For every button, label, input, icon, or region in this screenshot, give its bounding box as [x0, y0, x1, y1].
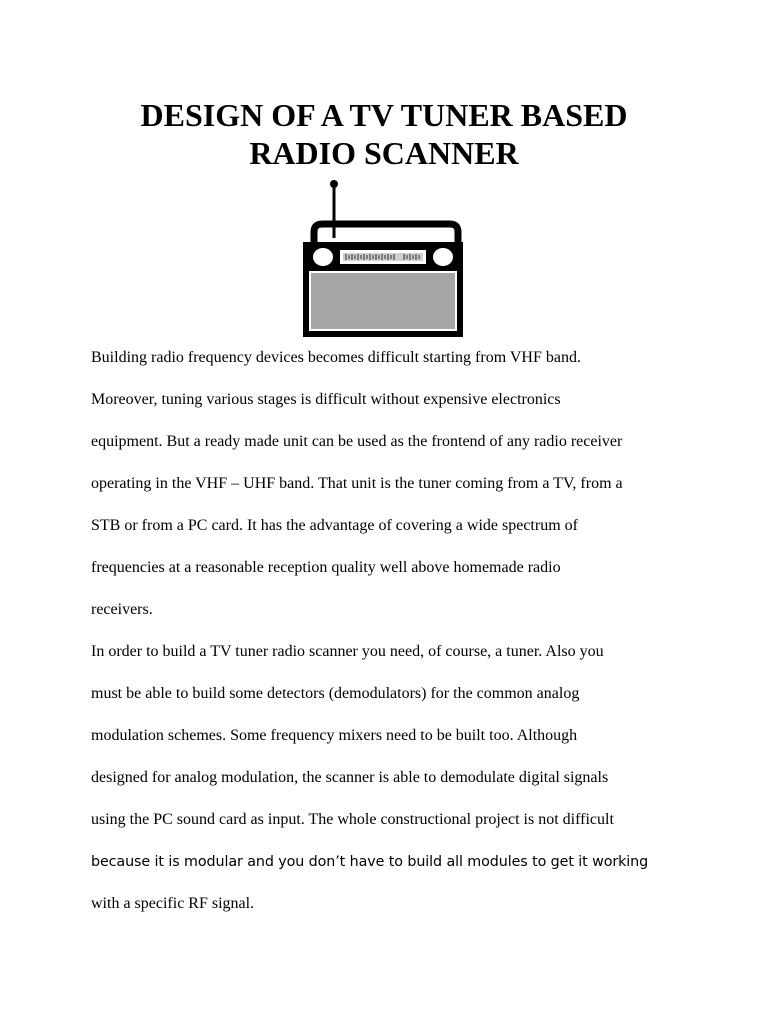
paragraph-1-line: equipment. But a ready made unit can be used as the frontend of any radio receiver	[91, 433, 623, 450]
paragraph-2-line: designed for analog modulation, the scanner is able to demodulate digital signals	[91, 769, 609, 786]
paragraph-1-line: Building radio frequency devices becomes difficult starting from VHF band.	[91, 349, 581, 366]
paragraph-2-line: must be able to build some detectors (demodulators) for the common analog	[91, 685, 580, 702]
paragraph-2-line: modulation schemes. Some frequency mixers need to be built too. Although	[91, 727, 578, 744]
paragraph-1-line: Moreover, tuning various stages is difficult without expensive electronics	[91, 391, 561, 408]
paragraph-1-line: operating in the VHF – UHF band. That unit is the tuner coming from a TV, from a	[91, 475, 623, 492]
paragraph-2-line: In order to build a TV tuner radio scanner you need, of course, a tuner. Also you	[91, 643, 604, 660]
paragraph-1-line: receivers.	[91, 601, 153, 618]
radio-icon	[300, 178, 466, 338]
document-title	[60, 96, 708, 172]
paragraph-2-line: using the PC sound card as input. The whole constructional project is not difficult	[91, 811, 614, 828]
title-line-2: RADIO SCANNER	[249, 135, 519, 171]
paragraph-1-line: frequencies at a reasonable reception quality well above homemade radio	[91, 559, 561, 576]
paragraph-1-line: STB or from a PC card. It has the advantage of covering a wide spectrum of	[91, 517, 578, 534]
title-line-1: DESIGN OF A TV TUNER BASED	[140, 97, 628, 133]
paragraph-2-line: with a specific RF signal.	[91, 895, 255, 912]
paragraph-2-line: because it is modular and you don’t have to build all modules to get it working	[91, 854, 649, 870]
